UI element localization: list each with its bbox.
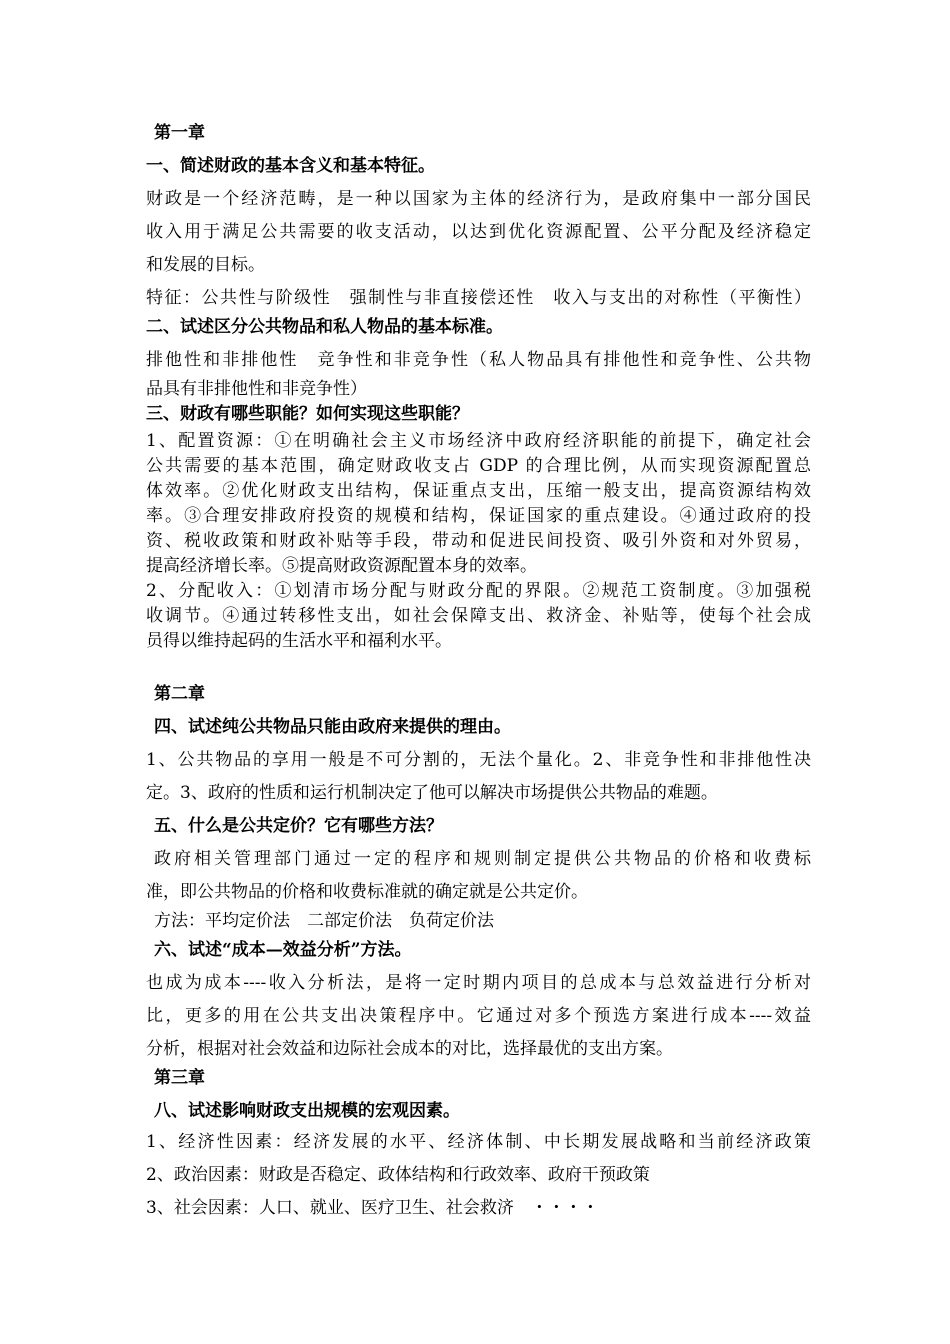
text-line: 1、公共物品的享用一般是不可分割的，无法个量化。2、非竞争性和非排他性决 [146, 750, 811, 770]
section-heading: 六、试述“成本—效益分析”方法。 [154, 940, 412, 960]
text-line: 体效率。②优化财政支出结构，保证重点支出，压缩一般支出，提高资源结构效 [146, 481, 811, 501]
text-line: 准，即公共物品的价格和收费标准就的确定就是公共定价。 [146, 882, 588, 902]
text-line: 定。3、政府的性质和运行机制决定了他可以解决市场提供公共物品的难题。 [146, 783, 718, 803]
text-line: 资、税收政策和财政补贴等手段，带动和促进民间投资、吸引外资和对外贸易， [146, 531, 811, 551]
text-line: 3、社会因素：人口、就业、医疗卫生、社会救济 ・・・・ [146, 1198, 599, 1218]
text-line: 公共需要的基本范围，确定财政收支占 GDP 的合理比例，从而实现资源配置总 [146, 456, 811, 476]
text-line: 收入用于满足公共需要的收支活动，以达到优化资源配置、公平分配及经济稳定 [146, 222, 811, 242]
text-line: 2、政治因素：财政是否稳定、政体结构和行政效率、政府干预政策 [146, 1165, 650, 1185]
text-line: 员得以维持起码的生活水平和福利水平。 [146, 631, 452, 651]
text-line: 比，更多的用在公共支出决策程序中。它通过对多个预选方案进行成本----效益 [146, 1006, 811, 1026]
text-line: 财政是一个经济范畴，是一种以国家为主体的经济行为，是政府集中一部分国民 [146, 189, 811, 209]
section-heading: 第二章 [154, 684, 205, 704]
text-line: 品具有非排他性和非竞争性） [146, 379, 367, 399]
text-line: 特征：公共性与阶级性 强制性与非直接偿还性 收入与支出的对称性（平衡性） [146, 288, 811, 308]
section-heading: 五、什么是公共定价？它有哪些方法？ [154, 816, 443, 836]
section-heading: 八、试述影响财政支出规模的宏观因素。 [154, 1101, 460, 1121]
text-line: 和发展的目标。 [146, 255, 265, 275]
text-line: 1、经济性因素：经济发展的水平、经济体制、中长期发展战略和当前经济政策 [146, 1132, 811, 1152]
text-line: 1、配置资源：①在明确社会主义市场经济中政府经济职能的前提下，确定社会 [146, 431, 811, 451]
text-line: 也成为成本----收入分析法，是将一定时期内项目的总成本与总效益进行分析对 [146, 973, 811, 993]
text-line: 排他性和非排他性 竞争性和非竞争性（私人物品具有排他性和竞争性、公共物 [146, 350, 811, 370]
text-line: 提高经济增长率。⑤提高财政资源配置本身的效率。 [146, 556, 537, 576]
section-heading: 一、简述财政的基本含义和基本特征。 [146, 156, 435, 176]
section-heading: 第三章 [154, 1068, 205, 1088]
text-line: 分析，根据对社会效益和边际社会成本的对比，选择最优的支出方案。 [146, 1039, 673, 1059]
text-line: 政府相关管理部门通过一定的程序和规则制定提供公共物品的价格和收费标 [154, 849, 811, 869]
section-heading: 三、财政有哪些职能？如何实现这些职能？ [146, 404, 469, 424]
text-line: 率。③合理安排政府投资的规模和结构，保证国家的重点建设。④通过政府的投 [146, 506, 811, 526]
section-heading: 第一章 [154, 123, 205, 143]
text-line: 收调节。④通过转移性支出，如社会保障支出、救济金、补贴等，使每个社会成 [146, 606, 811, 626]
section-heading: 二、试述区分公共物品和私人物品的基本标准。 [146, 317, 503, 337]
section-heading: 四、试述纯公共物品只能由政府来提供的理由。 [154, 717, 511, 737]
text-line: 2、分配收入：①划清市场分配与财政分配的界限。②规范工资制度。③加强税 [146, 581, 811, 601]
text-line: 方法：平均定价法 二部定价法 负荷定价法 [154, 911, 494, 931]
